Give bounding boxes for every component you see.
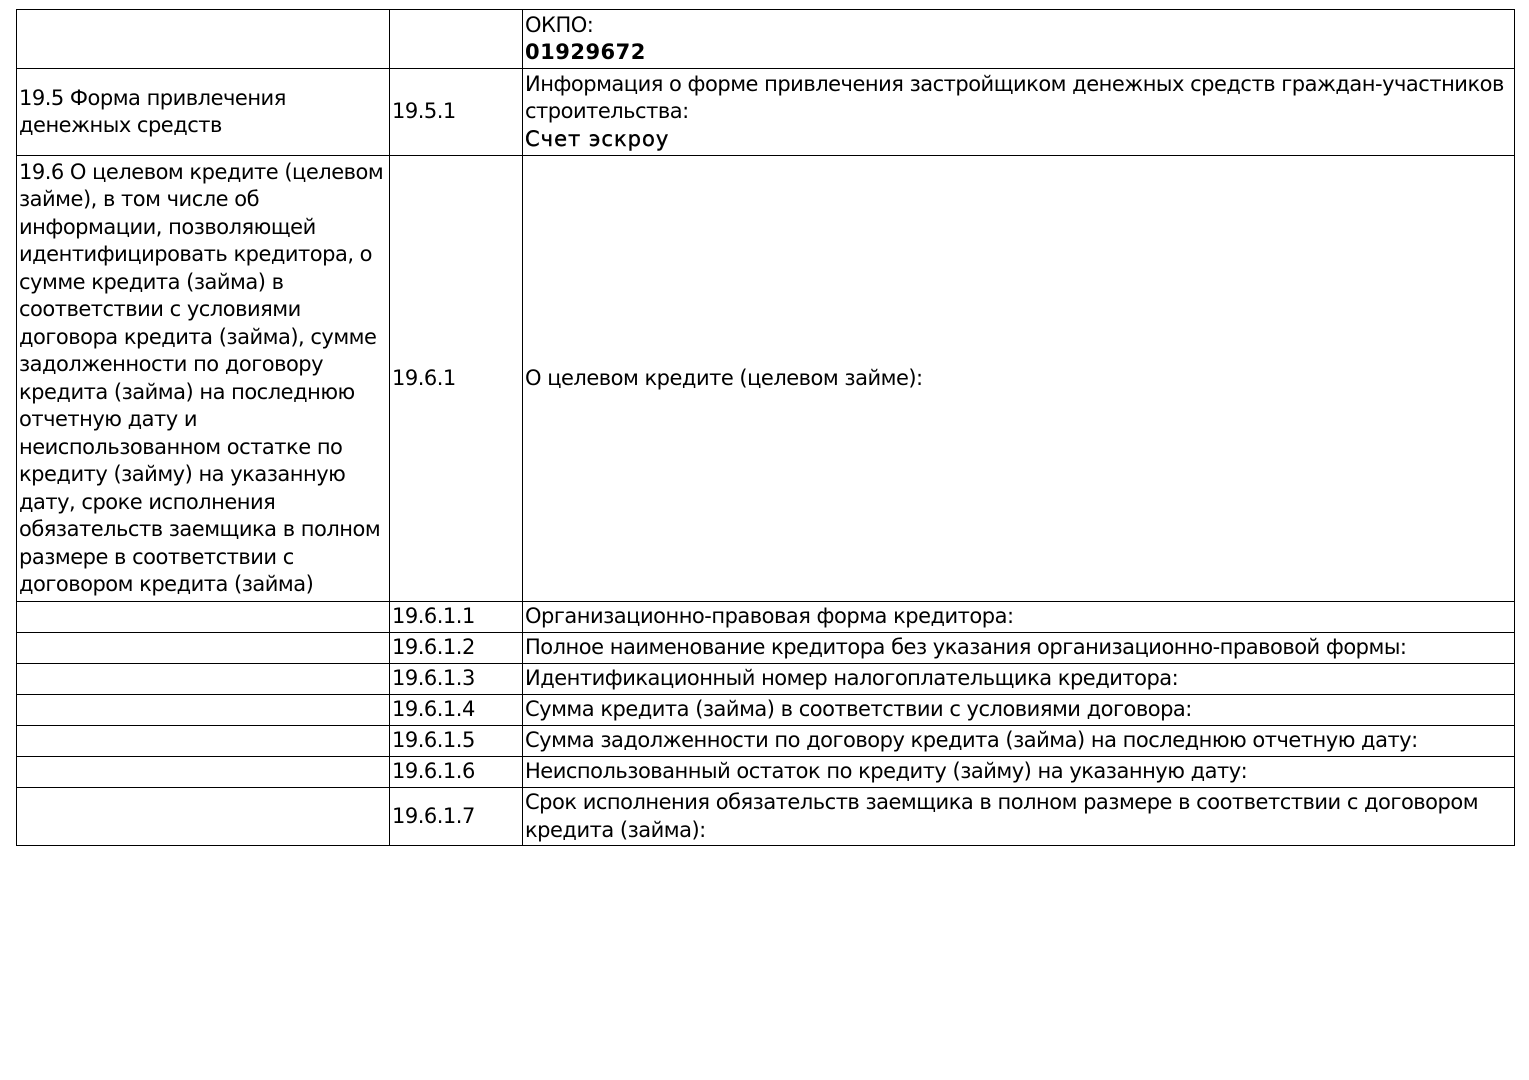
code-cell: 19.6.1: [390, 156, 523, 602]
section-cell: [17, 757, 390, 788]
section-cell: [17, 10, 390, 69]
section-cell: [17, 664, 390, 695]
content-cell: О целевом кредите (целевом займе):: [523, 156, 1515, 602]
section-cell: [17, 633, 390, 664]
section-cell: [17, 695, 390, 726]
table-row: [17, 602, 1515, 633]
section-cell: 19.5 Форма привлечения денежных средств: [17, 69, 390, 156]
field-label: Информация о форме привлечения застройщиком денежных средств граждан-участников строительства:: [525, 71, 1504, 124]
section-cell: [17, 788, 390, 846]
content-cell: Полное наименование кредитора без указания организационно-правовой формы:: [523, 633, 1515, 664]
content-cell: Сумма кредита (займа) в соответствии с условиями договора:: [523, 695, 1515, 726]
section-cell: 19.6 О целевом кредите (целевом займе), в том числе об информации, позволяющей идентифицировать кредитора, о сумме кредита (займа) в соответствии с условиями договора кредита (займа), сумме задолженности по договору кредита (займа) на последнюю отчетную дату и неиспользованном остатке по кредиту (займу) на указанную дату, сроке исполнения обязательств заемщика в полном размере в соответствии с договором кредита (займа): [17, 156, 390, 602]
content-cell: Организационно-правовая форма кредитора:: [523, 602, 1515, 633]
declaration-table: [16, 9, 1515, 846]
content-cell: Срок исполнения обязательств заемщика в полном размере в соответствии с договором кредита (займа):: [523, 788, 1515, 846]
table-row: [17, 695, 1515, 726]
code-cell: 19.6.1.3: [390, 664, 523, 695]
table-row: [17, 69, 1515, 156]
code-cell: [390, 10, 523, 69]
field-value: 01929672: [525, 40, 646, 64]
content-cell: Сумма задолженности по договору кредита (займа) на последнюю отчетную дату:: [523, 726, 1515, 757]
table-row: [17, 726, 1515, 757]
code-cell: 19.6.1.5: [390, 726, 523, 757]
table-row: [17, 10, 1515, 69]
field-value: Счет эскроу: [525, 126, 670, 151]
content-cell: Идентификационный номер налогоплательщика кредитора:: [523, 664, 1515, 695]
table-row: [17, 757, 1515, 788]
table-row: [17, 664, 1515, 695]
table-row: [17, 788, 1515, 846]
content-cell: [523, 69, 1515, 156]
content-cell: [523, 10, 1515, 69]
code-cell: 19.6.1.4: [390, 695, 523, 726]
code-cell: 19.6.1.7: [390, 788, 523, 846]
field-label: ОКПО:: [525, 12, 594, 37]
section-cell: [17, 726, 390, 757]
code-cell: 19.6.1.6: [390, 757, 523, 788]
table-row: [17, 156, 1515, 602]
code-cell: 19.5.1: [390, 69, 523, 156]
content-cell: Неиспользованный остаток по кредиту (займу) на указанную дату:: [523, 757, 1515, 788]
code-cell: 19.6.1.1: [390, 602, 523, 633]
table-row: [17, 633, 1515, 664]
code-cell: 19.6.1.2: [390, 633, 523, 664]
section-cell: [17, 602, 390, 633]
